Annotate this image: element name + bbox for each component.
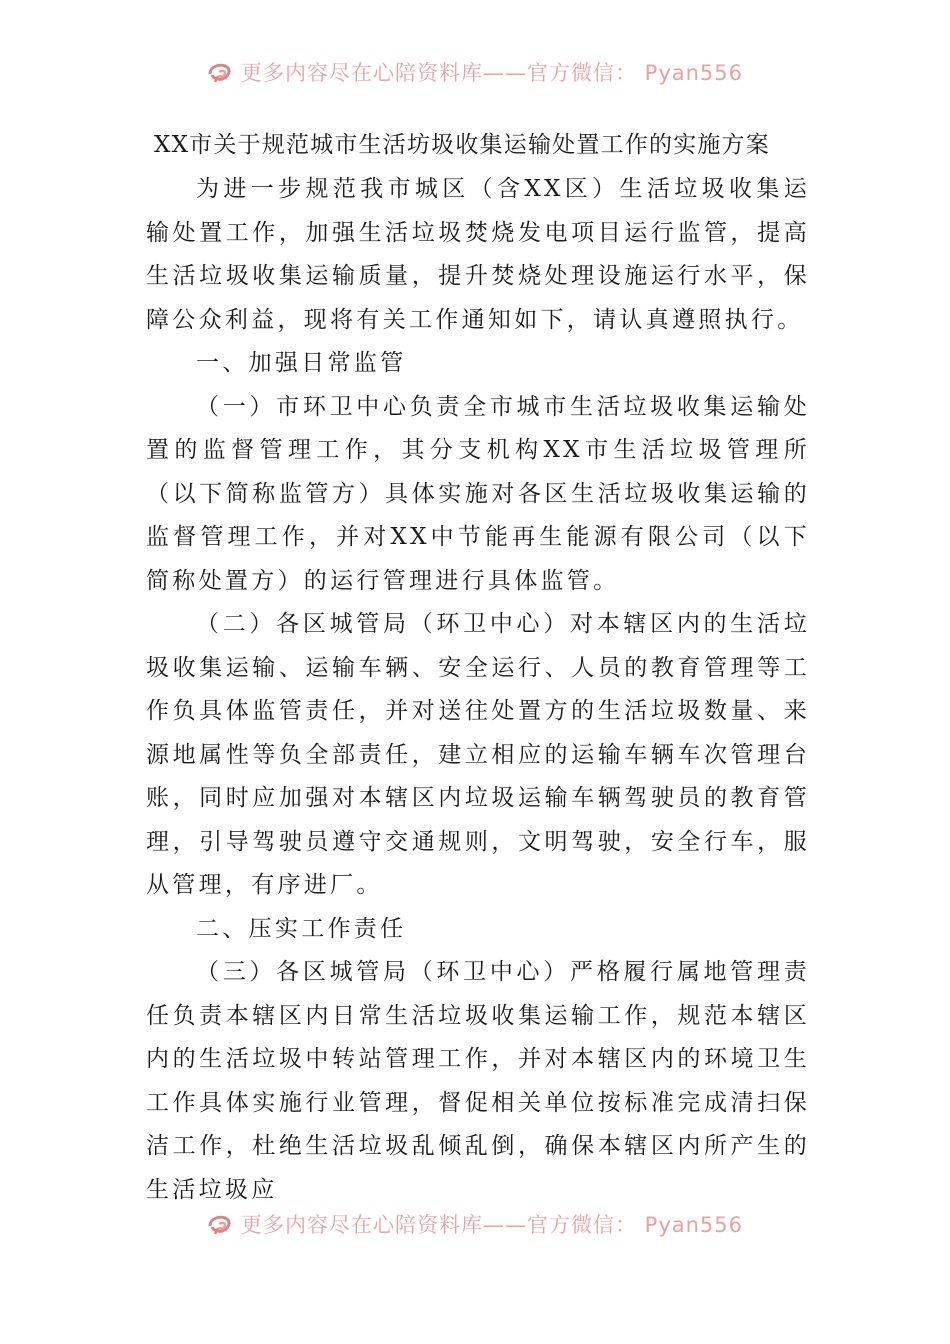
section-heading-2: 二、压实工作责任: [196, 915, 407, 942]
logo-icon: [207, 1212, 235, 1236]
footer-banner: [0, 1204, 950, 1244]
clause-paragraph-1: （一）市环卫中心负责全市城市生活垃圾收集运输处置的监督管理工作，其分支机构XX市生活垃圾管理所（以下简称监管方）具体实施对各区生活垃圾收集运输的监督管理工作，并对XX中节能再生能源有限公司（以下简称处置方）的运行管理进行具体监管。: [146, 393, 810, 594]
logo-icon: [207, 60, 235, 84]
document-body: [146, 122, 810, 1212]
header-banner-text: 更多内容尽在心陪资料库——官方微信： Pyan556: [240, 61, 744, 85]
header-banner: [0, 52, 950, 92]
footer-banner-text: 更多内容尽在心陪资料库——官方微信： Pyan556: [240, 1213, 744, 1237]
document-title: XX市关于规范城市生活坊圾收集运输处置工作的实施方案: [154, 132, 770, 158]
intro-paragraph: 为进一步规范我市城区（含XX区）生活垃圾收集运输处置工作，加强生活垃圾焚烧发电项目运行监管，提高生活垃圾收集运输质量，提升焚烧处理设施运行水平，保障公众利益，现将有关工作通知如下，请认真遵照执行。: [146, 176, 810, 333]
clause-paragraph-3: （三）各区城管局（环卫中心）严格履行属地管理责任负责本辖区内日常生活垃圾收集运输工作，规范本辖区内的生活垃圾中转站管理工作，并对本辖区内的环境卫生工作具体实施行业管理，督促相关单位按标准完成清扫保洁工作，杜绝生活垃圾乱倾乱倒，确保本辖区内所产生的生活垃圾应: [146, 959, 810, 1203]
clause-paragraph-2: （二）各区城管局（环卫中心）对本辖区内的生活垃圾收集运输、运输车辆、安全运行、人员的教育管理等工作负具体监管责任，并对送往处置方的生活垃圾数量、来源地属性等负全部责任，建立相应的运输车辆车次管理台账，同时应加强对本辖区内垃圾运输车辆驾驶员的教育管理，引导驾驶员遵守交通规则，文明驾驶，安全行车，服从管理，有序进厂。: [146, 611, 810, 898]
section-heading-1: 一、加强日常监管: [196, 350, 407, 376]
